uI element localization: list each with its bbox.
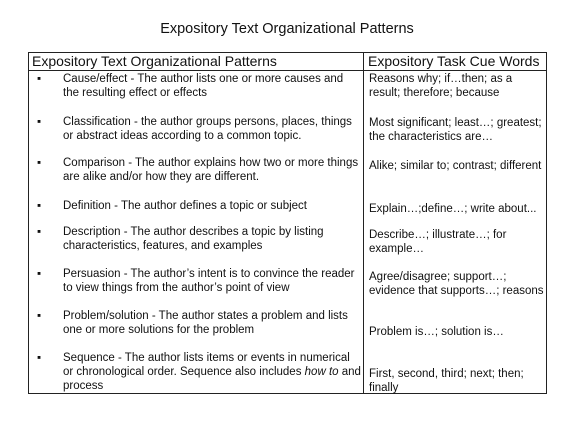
pattern-text: Sequence - The author lists items or events in numerical or chronological order. Sequence also includes how to and process (63, 352, 361, 392)
bullet-icon: ▪ (37, 200, 42, 212)
bullet-icon: ▪ (37, 116, 42, 128)
cue-description: Describe…; illustrate…; for example… (369, 229, 507, 255)
bullet-icon: ▪ (37, 226, 42, 238)
cue-sequence: First, second, third; next; then; finally (369, 368, 524, 394)
bullet-icon: ▪ (37, 73, 42, 85)
page-title: Expository Text Organizational Patterns (160, 21, 414, 37)
bullet-icon: ▪ (37, 352, 42, 364)
column-divider (363, 53, 364, 393)
header-patterns: Expository Text Organizational Patterns (32, 53, 277, 69)
pattern-text: Description - The author describes a topic by listing characteristics, features, and examples (63, 226, 324, 252)
pattern-text: Persuasion - The author’s intent is to convince the reader to view things from the author’s point of view (63, 268, 355, 294)
patterns-table (28, 52, 547, 394)
bullet-icon: ▪ (37, 310, 42, 322)
cue-definition: Explain…;define…; write about... (369, 203, 537, 215)
cue-persuasion: Agree/disagree; support…; evidence that supports…; reasons (369, 271, 544, 297)
header-cue-words: Expository Task Cue Words (368, 53, 540, 69)
pattern-text: Classification - the author groups persons, places, things or abstract ideas according to a common topic. (63, 116, 352, 142)
header-divider (29, 70, 546, 71)
cue-classification: Most significant; least…; greatest; the characteristics are… (369, 117, 542, 143)
pattern-text: Cause/effect - The author lists one or more causes and the resulting effect or effects (63, 73, 344, 99)
pattern-text: Definition - The author defines a topic or subject (63, 200, 307, 212)
cue-comparison: Alike; similar to; contrast; different (369, 160, 542, 172)
pattern-text: Problem/solution - The author states a problem and lists one or more solutions for the problem (63, 310, 348, 336)
bullet-icon: ▪ (37, 268, 42, 280)
cue-problem-solution: Problem is…; solution is… (369, 326, 504, 338)
bullet-icon: ▪ (37, 157, 42, 169)
pattern-text: Comparison - The author explains how two or more things are alike and/or how they are different. (63, 157, 359, 183)
cue-cause-effect: Reasons why; if…then; as a result; therefore; because (369, 73, 513, 99)
